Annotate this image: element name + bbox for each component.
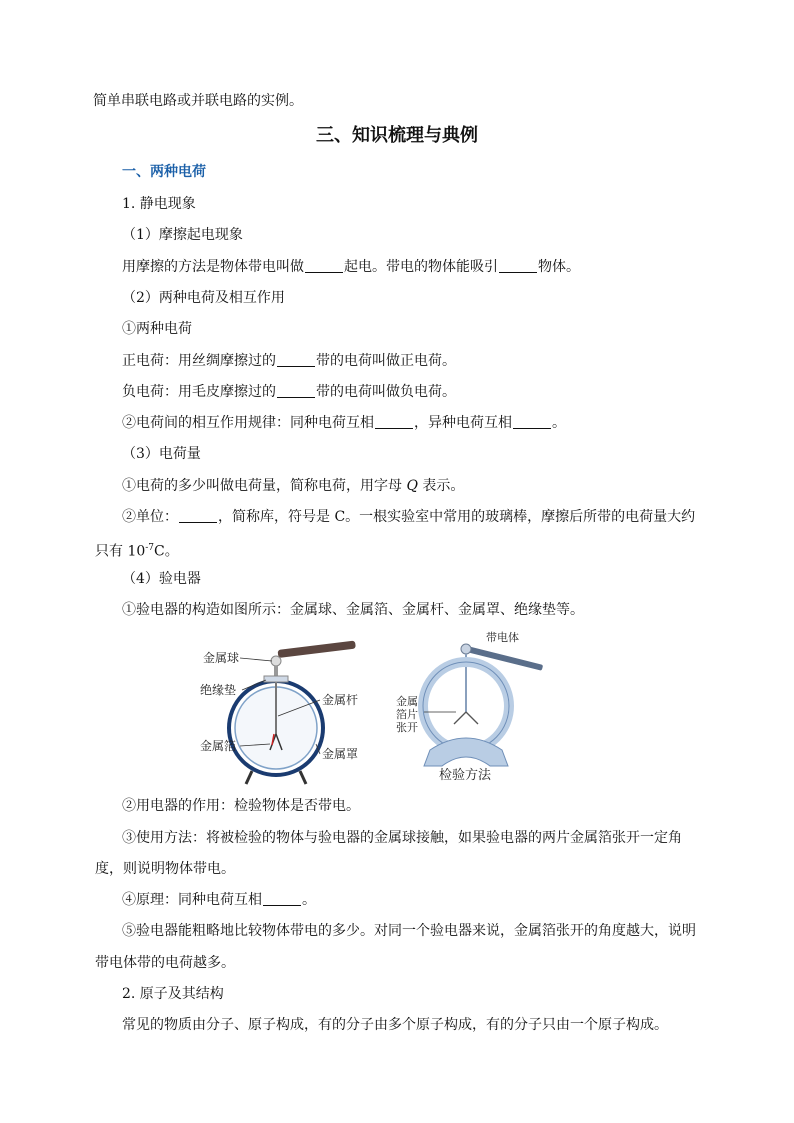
label-charged: 带电体 <box>486 631 519 644</box>
paragraph: 常见的物质由分子、原子构成，有的分子由多个原子构成，有的分子只由一个原子构成。 <box>122 1017 668 1033</box>
paragraph: ②单位： ，简称库，符号是 C。一根实验室中常用的玻璃棒，摩擦后所带的电荷量大约 <box>122 509 696 525</box>
electroscope-test-diagram <box>423 644 543 766</box>
fill-blank <box>277 383 315 398</box>
paragraph: 正电荷：用丝绸摩擦过的 带的电荷叫做正电荷。 <box>122 353 456 369</box>
metal-ball <box>271 656 281 666</box>
section-heading: 一、两种电荷 <box>122 164 206 180</box>
paragraph: 带电体带的电荷越多。 <box>95 955 235 971</box>
fill-blank <box>277 352 315 367</box>
label-pad: 绝缘垫 <box>200 683 237 697</box>
subheading: （3）电荷量 <box>122 446 201 462</box>
paragraph: ①电荷的多少叫做电荷量，简称电荷，用字母 Q 表示。 <box>122 478 465 494</box>
paragraph: 负电荷：用毛皮摩擦过的 带的电荷叫做负电荷。 <box>122 384 456 400</box>
label-foil-line1: 金属 <box>396 695 418 708</box>
label-cover: 金属罩 <box>322 747 359 761</box>
fill-blank <box>513 414 551 429</box>
paragraph: ②用电器的作用：检验物体是否带电。 <box>122 798 360 814</box>
subheading: （4）验电器 <box>122 571 201 587</box>
insulating-pad <box>264 676 288 682</box>
subheading: 2. 原子及其结构 <box>122 986 224 1002</box>
intro-line: 简单串联电路或并联电路的实例。 <box>93 93 303 109</box>
paragraph: 度，则说明物体带电。 <box>95 861 235 877</box>
fill-blank <box>305 258 343 273</box>
figure-caption: 检验方法 <box>439 768 492 783</box>
paragraph: ①两种电荷 <box>122 321 192 337</box>
subheading: （1）摩擦起电现象 <box>122 227 243 243</box>
page-title: 三、知识梳理与典例 <box>316 125 478 146</box>
paragraph: ⑤验电器能粗略地比较物体带电的多少。对同一个验电器来说，金属箔张开的角度越大，说明 <box>122 923 696 939</box>
spread-foil <box>454 712 466 724</box>
label-ball: 金属球 <box>203 651 240 665</box>
fill-blank <box>263 891 301 906</box>
paragraph: ②电荷间的相互作用规律：同种电荷互相 ，异种电荷互相 。 <box>122 415 566 431</box>
fill-blank <box>499 258 537 273</box>
paragraph: 只有 $10^{-7}C$。 <box>95 543 179 560</box>
label-foil-line3: 张开 <box>396 721 418 734</box>
label-foil-line2: 箔片 <box>396 708 418 721</box>
fill-blank <box>375 414 413 429</box>
paragraph: ①验电器的构造如图所示：金属球、金属箔、金属杆、金属罩、绝缘垫等。 <box>122 602 584 618</box>
electroscope-figure <box>190 626 560 791</box>
charged-rod <box>278 641 356 658</box>
paragraph: ③使用方法：将被检验的物体与验电器的金属球接触，如果验电器的两片金属箔张开一定角 <box>122 830 682 846</box>
fill-blank <box>179 508 217 523</box>
subheading: 1. 静电现象 <box>122 196 196 212</box>
label-rod: 金属杆 <box>322 693 359 707</box>
paragraph: ④原理：同种电荷互相 。 <box>122 892 316 908</box>
label-foil: 金属箔 <box>200 739 237 753</box>
subheading: （2）两种电荷及相互作用 <box>122 290 285 306</box>
stand-legs <box>246 771 306 784</box>
electroscope-structure-diagram <box>229 641 359 784</box>
paragraph: 用摩擦的方法是物体带电叫做 起电。带电的物体能吸引 物体。 <box>122 259 580 275</box>
